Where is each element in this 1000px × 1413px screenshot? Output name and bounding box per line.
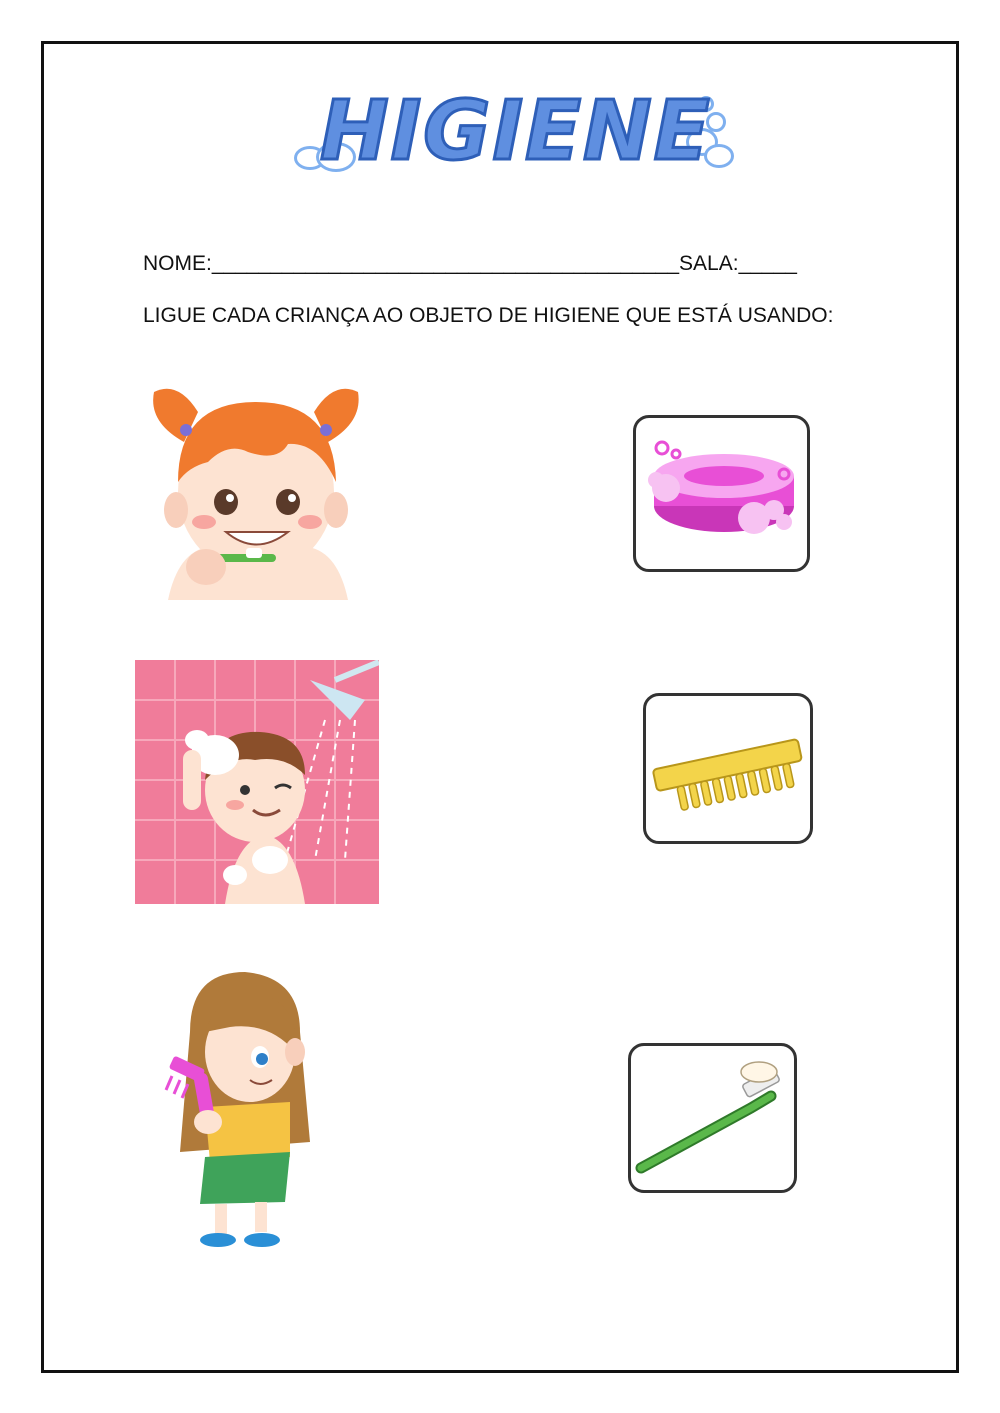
class-field[interactable]: _____ <box>738 252 797 275</box>
comb-icon <box>646 696 810 841</box>
page-title: HIGIENE <box>320 84 712 179</box>
toothbrush-icon <box>631 1046 794 1190</box>
soap-card[interactable] <box>633 415 810 572</box>
title-logo <box>290 82 740 192</box>
girl-brushing-teeth-illustration[interactable] <box>148 382 363 600</box>
boy-showering-illustration[interactable] <box>135 660 379 904</box>
name-class-line <box>143 252 797 276</box>
class-label: SALA: <box>679 252 739 275</box>
name-field[interactable]: ________________________________________ <box>211 252 680 275</box>
toothbrush-card[interactable] <box>628 1043 797 1193</box>
instruction-text: LIGUE CADA CRIANÇA AO OBJETO DE HIGIENE QUE ESTÁ USANDO: <box>143 304 834 327</box>
soap-icon <box>636 418 807 569</box>
comb-card[interactable] <box>643 693 813 844</box>
girl-combing-hair-illustration[interactable] <box>160 972 320 1252</box>
name-label: NOME: <box>143 252 212 275</box>
